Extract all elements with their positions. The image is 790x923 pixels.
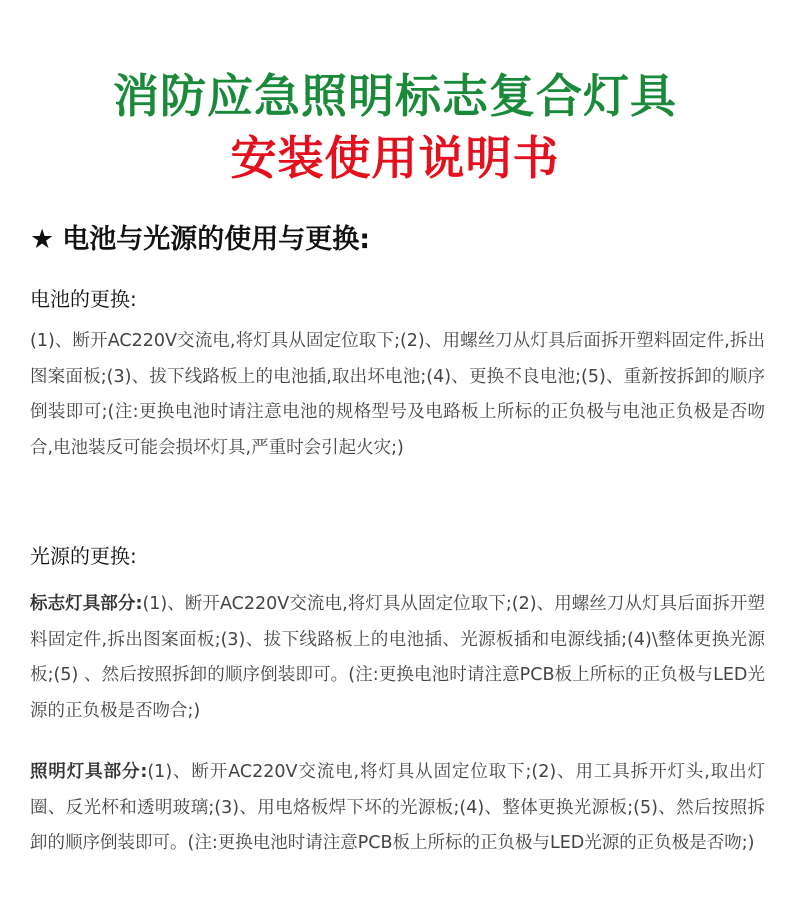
document-title: 消防应急照明标志复合灯具: [113, 69, 677, 123]
sign-light-label: 标志灯具部分:: [30, 594, 143, 614]
battery-replacement-text: (1)、断开AC220V交流电,将灯具从固定位取下;(2)、用螺丝刀从灯具后面拆开塑料固定件,拆出图案面板;(3)、拔下线路板上的电池插,取出坏电池;(4)、更换不良电池;(5)、重新按拆卸的顺序倒装即可;(注:更换电池时请注意电池的规格型号及电路板上所标的正负极与电池正负极是否吻合,电池装反可能会损坏灯具,严重时会引起火灾;): [30, 331, 765, 458]
light-source-replacement-heading: 光源的更换:: [30, 544, 137, 568]
lighting-text: (1)、断开AC220V交流电,将灯具从固定位取下;(2)、用工具拆开灯头,取出灯圈、反光杯和透明玻璃;(3)、用电烙板焊下坏的光源板;(4)、整体更换光源板;(5)、然后按照拆卸的顺序倒装即可。(注:更换电池时请注意PCB板上所标的正负极与LED光源的正负极是否吻;): [30, 762, 765, 853]
sign-light-paragraph: [30, 587, 765, 729]
sign-light-text: (1)、断开AC220V交流电,将灯具从固定位取下;(2)、用螺丝刀从灯具后面拆开塑料固定件,拆出图案面板;(3)、拔下线路板上的电池插、光源板插和电源线插;(4)\整体更换光源板;(5) 、然后按照拆卸的顺序倒装即可。(注:更换电池时请注意PCB板上所标的正负极与LED光源的正负极是否吻合;): [30, 594, 765, 721]
section-heading-text: 电池与光源的使用与更换:: [62, 224, 371, 255]
section-heading: [30, 218, 370, 262]
star-icon: ★: [30, 224, 55, 255]
battery-replacement-heading: 电池的更换:: [30, 287, 137, 311]
document-subtitle: 安装使用说明书: [230, 131, 560, 185]
lighting-label: 照明灯具部分:: [30, 762, 148, 782]
lighting-paragraph: [30, 755, 765, 862]
